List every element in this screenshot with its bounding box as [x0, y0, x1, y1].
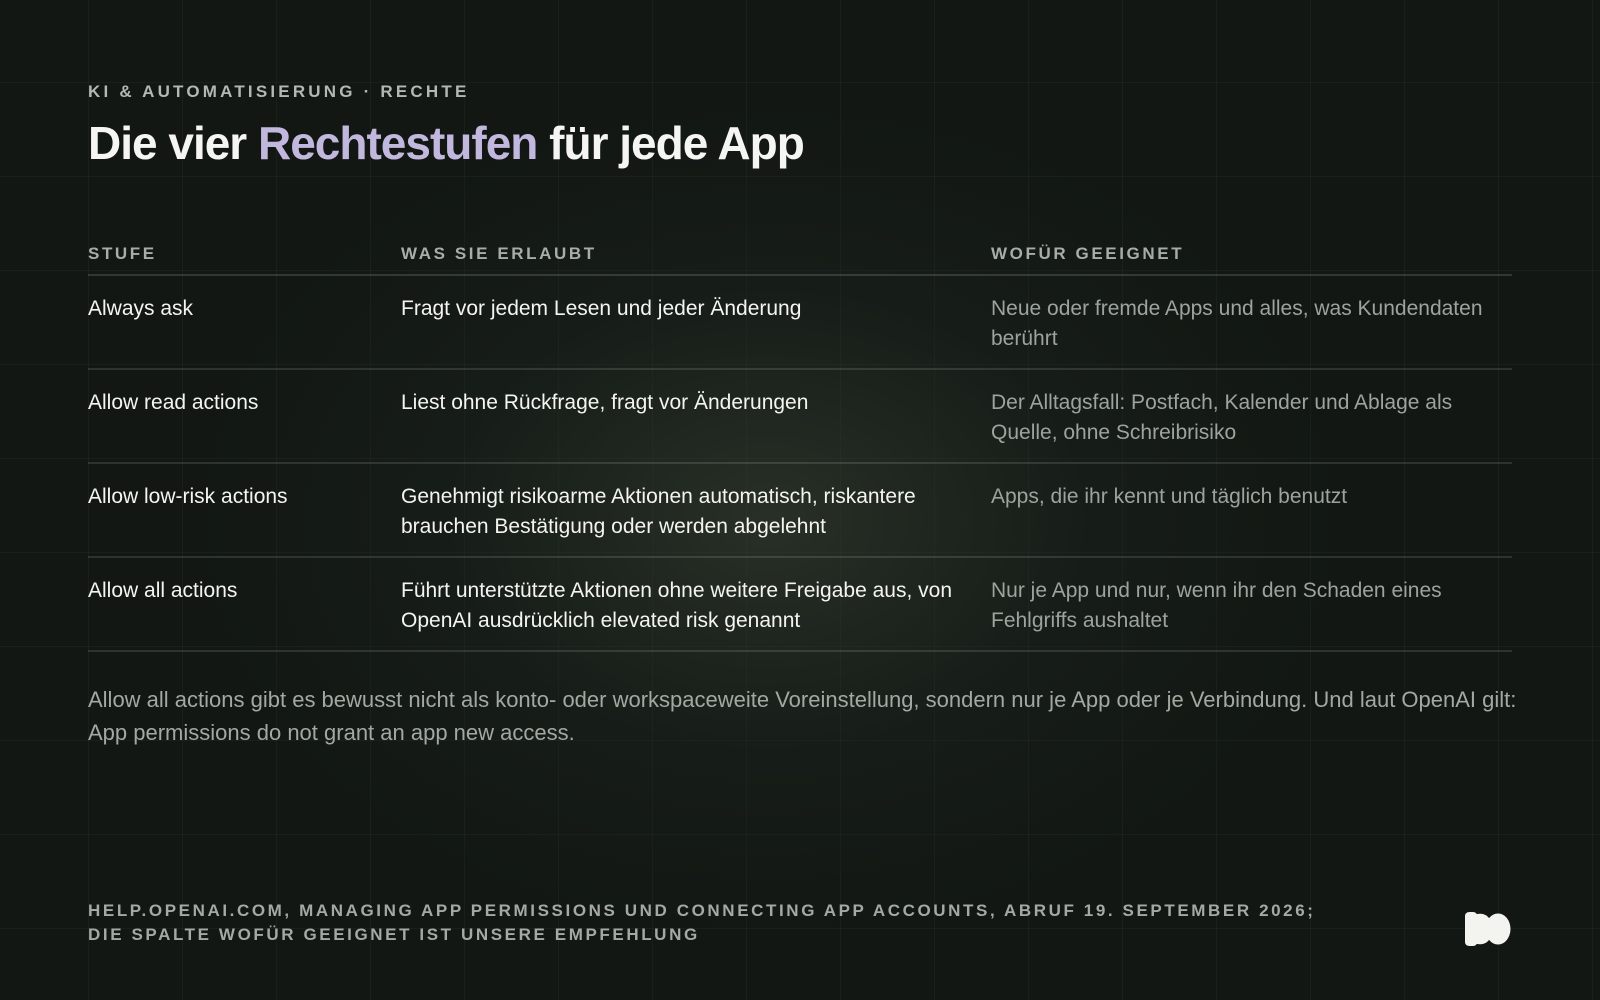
source-citation: HELP.OPENAI.COM, MANAGING APP PERMISSIONS UND CONNECTING APP ACCOUNTS, ABRUF 19. SEPTEMBER 2026; DIE SPALTE WOFÜR GEEIGNET IST UNSERE EMPFEHLUNG	[88, 901, 1316, 944]
cell-allows: Genehmigt risikoarme Aktionen automatisch, riskantere brauchen Bestätigung oder werden abgelehnt	[401, 485, 916, 538]
cell-fit: Der Alltagsfall: Postfach, Kalender und Ablage als Quelle, ohne Schreibrisiko	[991, 391, 1453, 444]
table-row	[88, 464, 1512, 558]
cell-allows: Fragt vor jedem Lesen und jeder Änderung	[401, 297, 802, 320]
brand-logo-icon	[1463, 912, 1511, 946]
title-part-after: für jede App	[537, 117, 804, 169]
cell-level: Allow low-risk actions	[88, 485, 288, 508]
cell-fit: Apps, die ihr kennt und täglich benutzt	[991, 485, 1348, 508]
column-header-allows: WAS SIE ERLAUBT	[401, 244, 597, 263]
table-row	[88, 558, 1512, 652]
permissions-table	[88, 232, 1512, 652]
table-row	[88, 276, 1512, 370]
eyebrow-label: KI & AUTOMATISIERUNG · RECHTE	[88, 82, 470, 101]
title-part-before: Die vier	[88, 117, 258, 169]
cell-fit: Nur je App und nur, wenn ihr den Schaden eines Fehlgriffs aushaltet	[991, 579, 1442, 632]
table-row	[88, 370, 1512, 464]
table-header	[88, 232, 1512, 276]
page-title	[88, 116, 804, 170]
title-accent: Rechtestufen	[258, 117, 538, 169]
cell-fit: Neue oder fremde Apps und alles, was Kundendaten berührt	[991, 297, 1483, 350]
column-header-fit: WOFÜR GEEIGNET	[991, 244, 1185, 263]
cell-allows: Führt unterstützte Aktionen ohne weitere Freigabe aus, von OpenAI ausdrücklich elevated risk genannt	[401, 579, 952, 632]
column-header-level: STUFE	[88, 244, 157, 263]
cell-allows: Liest ohne Rückfrage, fragt vor Änderungen	[401, 391, 809, 414]
cell-level: Allow all actions	[88, 579, 238, 602]
footnote-text: Allow all actions gibt es bewusst nicht als konto- oder workspaceweite Voreinstellung, sondern nur je App oder je Verbindung. Und laut OpenAI gilt: App permissions do not grant an app new access.	[88, 687, 1517, 745]
cell-level: Allow read actions	[88, 391, 259, 414]
cell-level: Always ask	[88, 297, 194, 320]
